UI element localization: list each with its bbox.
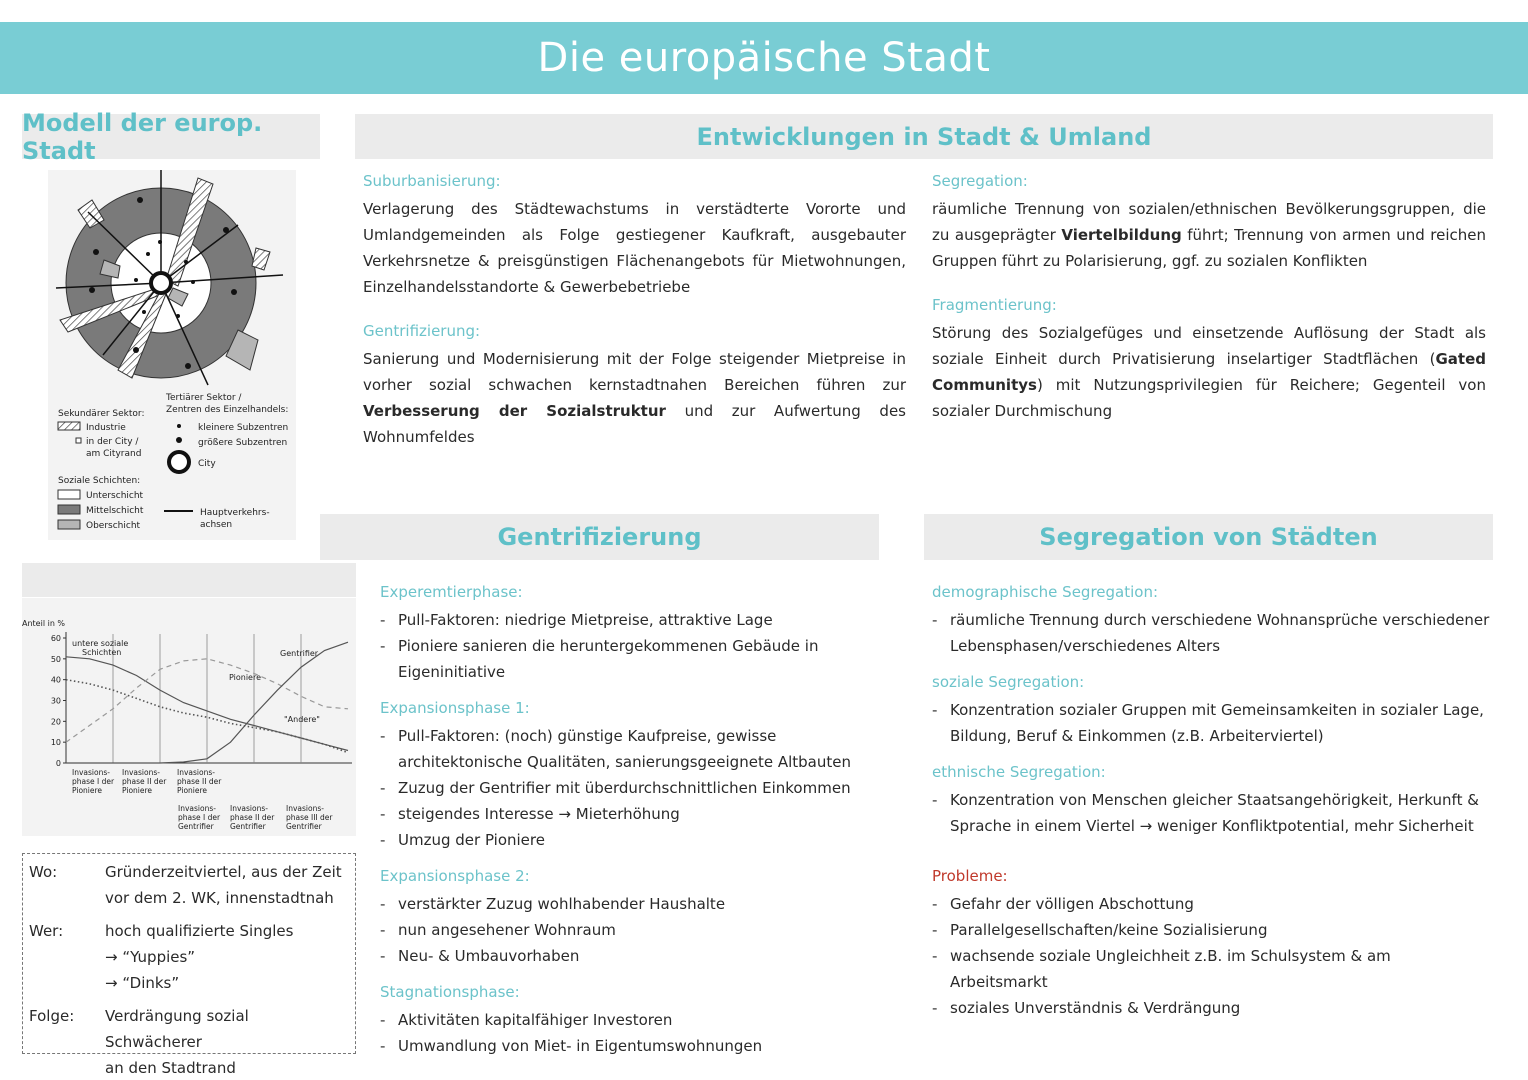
title-banner (0, 22, 1528, 94)
segregation-text (932, 196, 1486, 274)
legend-social-title: Soziale Schichten: (58, 476, 141, 486)
list-item: - Konzentration von Menschen gleicher Staatsangehörigkeit, Herkunft & Sprache in einem Viertel → weniger Konfliktpotential, mehr Sicherheit (932, 787, 1492, 839)
legend-lower: Unterschicht (86, 491, 144, 501)
segregation-groups (932, 583, 1492, 1021)
phase-list (380, 891, 880, 969)
gentrification-chart (22, 598, 356, 836)
chart-phase-label: Invasions-phase I der Gentrifier (178, 804, 221, 831)
legend-secondary-title: Sekundärer Sektor: (58, 409, 145, 419)
phase-stagnation (380, 983, 880, 1059)
list-item: - steigendes Interesse → Mieterhöhung (380, 801, 880, 827)
segregation-ethnic (932, 763, 1492, 839)
segregation-text-post: führt; Trennung von armen und reichen Gruppen führt zu Polarisierung, ggf. zu sozialen Konflikten (932, 226, 1487, 270)
info-folge-line2: an den Stadtrand (105, 1059, 236, 1077)
development-heading: Entwicklungen in Stadt & Umland (696, 122, 1152, 151)
group-title: ethnische Segregation: (932, 763, 1106, 781)
problems-list (932, 891, 1492, 1021)
chart-series-label: Gentrifier (280, 649, 319, 658)
gentrification-heading: Gentrifizierung (497, 523, 702, 551)
suburb-text: Verlagerung des Städtewachstums in verstädterte Vororte und Umlandgemeinden als Folge gestiegener Kaufkraft, ausgebauter Verkehrsnetze & preisgünstigen Flächenangebots für Mietwohnungen, Einzelhandelsstandorte & Gewerbebetriebe (363, 200, 906, 296)
fragment-title: Fragmentierung: (932, 296, 1057, 314)
gentrification-chart-svg (22, 598, 356, 836)
legend-middle-swatch (58, 505, 80, 514)
list-item: - Gefahr der völligen Abschottung (932, 891, 1492, 917)
info-folge-value (105, 1003, 349, 1080)
development-right-column (932, 172, 1486, 424)
legend-upper-swatch (58, 520, 80, 529)
phase-title: Expansionsphase 2: (380, 867, 530, 885)
info-wer-label: Wer: (29, 922, 64, 940)
suburb-title: Suburbanisierung: (363, 172, 501, 190)
phase-expansion-1 (380, 699, 880, 853)
problems-title: Probleme: (932, 867, 1008, 885)
info-row-folge (29, 1003, 349, 1080)
phase-title: Expansionsphase 1: (380, 699, 530, 717)
group-title: soziale Segregation: (932, 673, 1085, 691)
list-item: - verstärkter Zuzug wohlhabender Haushalte (380, 891, 880, 917)
chart-y-tick-label: 60 (50, 634, 61, 643)
gentrification-phases (380, 583, 880, 1059)
list-item: - Pull-Faktoren: (noch) günstige Kaufpreise, gewisse architektonische Qualitäten, sanierungsgeeignete Altbauten (380, 723, 880, 775)
group-list (932, 607, 1492, 659)
gentri-text-bold: Verbesserung der Sozialstruktur (363, 402, 666, 420)
list-item: - Zuzug der Gentrifier mit überdurchschnittlichen Einkommen (380, 775, 880, 801)
gentrification-heading-bar (320, 514, 879, 560)
info-row-wo (29, 859, 349, 911)
info-wer-line2: → “Yuppies” (105, 948, 196, 966)
info-folge-label: Folge: (29, 1007, 75, 1025)
fragment-text-bold: Gated Communitys (932, 350, 1486, 394)
page-title: Die europäische Stadt (537, 35, 991, 81)
chart-ylabel: Anteil in % (22, 619, 66, 628)
legend-city-line2: am Cityrand (86, 449, 142, 459)
phase-title: Stagnationsphase: (380, 983, 520, 1001)
phase-list (380, 723, 880, 853)
phase-title: Experemtierphase: (380, 583, 523, 601)
fragment-text-post: ) mit Nutzungsprivilegien für Reichere; Gegenteil von sozialer Durchmischung (932, 376, 1486, 420)
legend-upper: Oberschicht (86, 521, 141, 531)
legend-industry: Industrie (86, 423, 126, 433)
legend-city-ring (169, 452, 189, 472)
chart-series-label: Pioniere (229, 673, 262, 682)
development-left-column (363, 172, 906, 450)
chart-y-tick-label: 30 (50, 696, 61, 706)
legend-tertiary-line1: Tertiärer Sektor / (166, 393, 242, 403)
segregation-text-pre: räumliche Trennung von sozialen/ethnischen Bevölkerungsgruppen, die zu ausgeprägter (932, 200, 1486, 244)
list-item: - Umwandlung von Miet- in Eigentumswohnungen (380, 1033, 880, 1059)
list-item: - Neu- & Umbauvorhaben (380, 943, 880, 969)
info-wer-line1: hoch qualifizierte Singles (105, 922, 294, 940)
list-item: - Pioniere sanieren die heruntergekommenen Gebäude in Eigeninitiative (380, 633, 880, 685)
chart-y-tick-label: 40 (50, 675, 61, 685)
phase-list (380, 607, 880, 685)
info-wer-value (105, 918, 349, 996)
fragment-text-pre: Störung des Sozialgefüges und einsetzende Auflösung der Stadt als soziale Einheit durch Privatisierung inselartiger Stadtflächen ( (932, 324, 1486, 368)
legend-middle: Mittelschicht (86, 506, 144, 516)
list-item: - nun angesehener Wohnraum (380, 917, 880, 943)
legend-lower-swatch (58, 490, 80, 499)
gentri-text (363, 346, 906, 450)
legend-small-dot (177, 424, 181, 428)
legend-city-line1: in der City / (86, 437, 139, 447)
chart-y-tick-label: 10 (50, 738, 61, 748)
list-item: - Umzug der Pioniere (380, 827, 880, 853)
legend-small-centers: kleinere Subzentren (198, 423, 289, 433)
phase-expansion-2 (380, 867, 880, 969)
gentri-text-post: und zur Aufwertung des Wohnumfeldes (363, 402, 907, 446)
chart-y-tick-label: 20 (50, 717, 61, 727)
list-item: - Konzentration sozialer Gruppen mit Gemeinsamkeiten in sozialer Lage, Bildung, Beruf & Einkommen (z.B. Arbeiterviertel) (932, 697, 1492, 749)
list-item: - soziales Unverständnis & Verdrängung (932, 995, 1492, 1021)
segregation-heading: Segregation von Städten (1039, 523, 1378, 551)
group-list (932, 787, 1492, 839)
fragment-text (932, 320, 1486, 424)
segregation-text-bold: Viertelbildung (1061, 226, 1182, 244)
legend-large-dot (176, 437, 182, 443)
info-wo-value (105, 859, 349, 911)
city-model-diagram (48, 170, 296, 540)
info-wer-line3: → “Dinks” (105, 974, 180, 992)
chart-phase-label: Invasions-phase III der Gentrifier (286, 804, 333, 831)
legend-industry-swatch (58, 422, 80, 430)
segregation-heading-bar (924, 514, 1493, 560)
info-wo-label: Wo: (29, 863, 58, 881)
phase-experiment (380, 583, 880, 685)
phase-list (380, 1007, 880, 1059)
gentri-title: Gentrifizierung: (363, 322, 481, 340)
info-folge-line1: Verdrängung sozial Schwächerer (105, 1007, 249, 1051)
legend-large-centers: größere Subzentren (198, 438, 288, 448)
model-heading-bar (22, 108, 320, 165)
chart-series-label: untere soziale Schichten (72, 639, 129, 657)
model-heading: Modell der europ. Stadt (22, 108, 263, 165)
info-wo-line2: vor dem 2. WK, innenstadtnah (105, 889, 334, 907)
legend-axes-line2: achsen (200, 520, 233, 530)
gentri-text-pre: Sanierung und Modernisierung mit der Folge steigender Mietpreise in vorher sozial schwachen kernstadtnahen Bereichen führen zur (363, 350, 906, 394)
list-item: - wachsende soziale Ungleichheit z.B. im Schulsystem & am Arbeitsmarkt (932, 943, 1492, 995)
legend-city-swatch (76, 438, 81, 443)
legend-tertiary-line2: Zentren des Einzelhandels: (166, 405, 289, 415)
industry-area-e (252, 248, 270, 270)
city-core (151, 273, 171, 293)
chart-phase-label: Invasions-phase II der Pioniere (122, 768, 167, 795)
segregation-social (932, 673, 1492, 749)
city-model-svg (48, 170, 296, 540)
segregation-problems (932, 867, 1492, 1021)
legend-city: City (198, 459, 216, 469)
info-row-wer (29, 918, 349, 996)
gentrification-info-box (22, 853, 356, 1077)
legend-axes-line1: Hauptverkehrs- (200, 508, 270, 518)
segregation-demographic (932, 583, 1492, 659)
chart-y-tick-label: 0 (55, 759, 61, 768)
chart-heading-bar (22, 563, 356, 597)
chart-phase-label: Invasions-phase I der Pioniere (72, 768, 115, 795)
chart-phase-label: Invasions-phase II der Pioniere (177, 768, 222, 795)
group-title: demographische Segregation: (932, 583, 1159, 601)
development-heading-bar (355, 114, 1493, 159)
group-list (932, 697, 1492, 749)
list-item: - Aktivitäten kapitalfähiger Investoren (380, 1007, 880, 1033)
list-item: - Pull-Faktoren: niedrige Mietpreise, attraktive Lage (380, 607, 880, 633)
chart-phase-label: Invasions-phase II der Gentrifier (230, 804, 275, 831)
list-item: - räumliche Trennung durch verschiedene Wohnansprüche verschiedener Lebensphasen/verschiedenes Alters (932, 607, 1492, 659)
chart-y-tick-label: 50 (50, 654, 61, 664)
segregation-title: Segregation: (932, 172, 1028, 190)
list-item: - Parallelgesellschaften/keine Sozialisierung (932, 917, 1492, 943)
chart-series-label: "Andere" (284, 715, 320, 724)
info-wo-line1: Gründerzeitviertel, aus der Zeit (105, 863, 342, 881)
